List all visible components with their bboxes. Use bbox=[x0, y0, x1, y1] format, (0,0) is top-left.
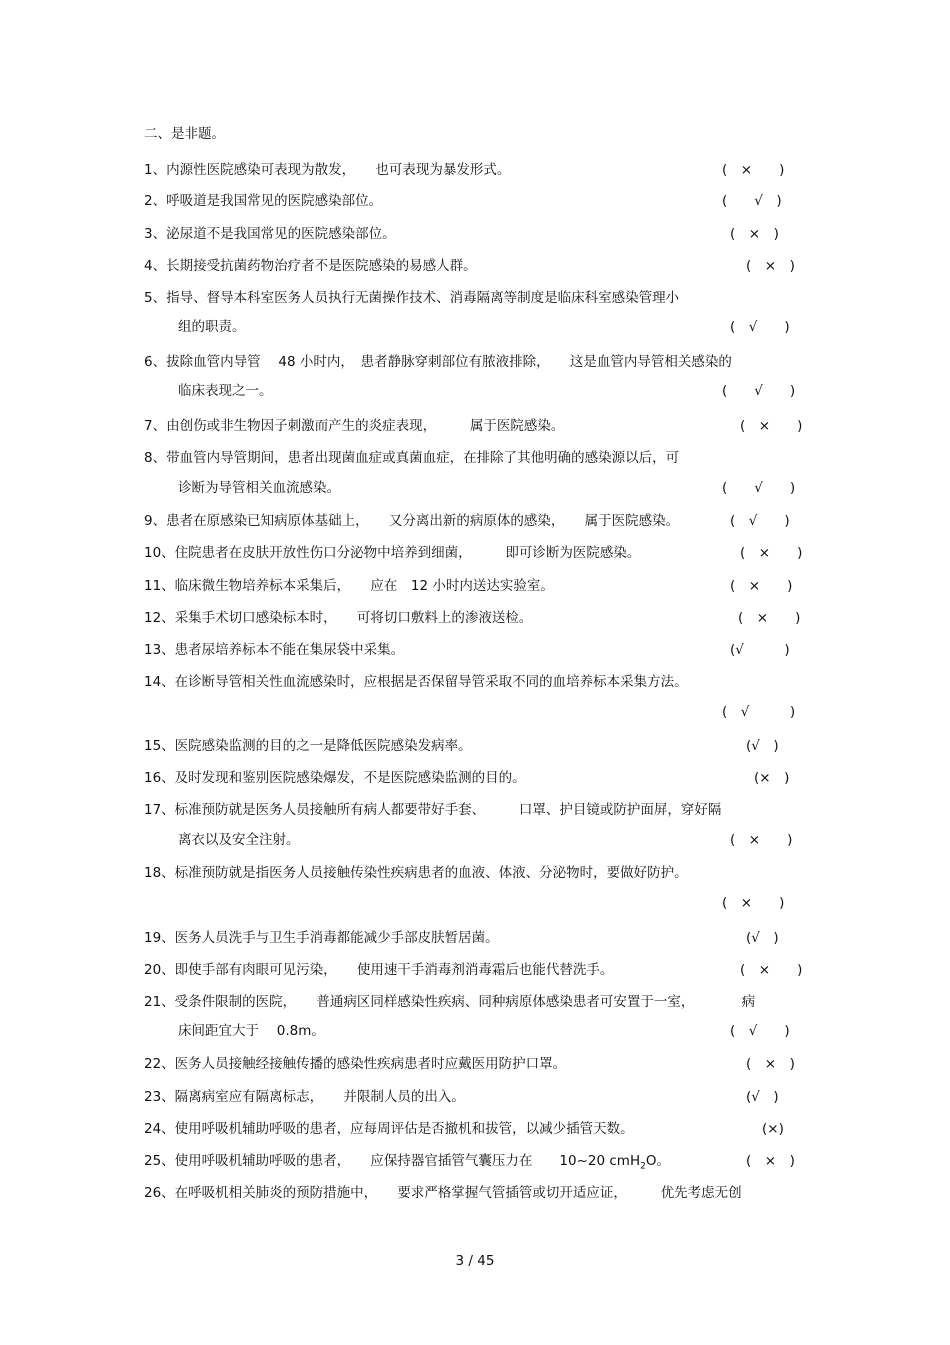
question-text: 24、使用呼吸机辅助呼吸的患者，应每周评估是否撤机和拔管，以减少插管天数。 bbox=[144, 1121, 634, 1137]
question-text: 19、医务人员洗手与卫生手消毒都能减少手部皮肤暂居菌。 bbox=[144, 930, 499, 946]
question-text: 10、住院患者在皮肤开放性伤口分泌物中培养到细菌， 即可诊断为医院感染。 bbox=[144, 545, 641, 561]
question-text: 16、及时发现和鉴别医院感染爆发，不是医院感染监测的目的。 bbox=[144, 770, 526, 786]
question-line bbox=[0, 317, 950, 337]
question-line bbox=[0, 224, 950, 244]
question-line bbox=[0, 800, 950, 820]
question-text: 临床表现之一。 bbox=[178, 383, 273, 399]
answer-mark: ( × ) bbox=[746, 1056, 795, 1072]
question-line bbox=[0, 1119, 950, 1139]
answer-mark: ( √ ) bbox=[730, 1023, 790, 1039]
question-line bbox=[0, 381, 950, 401]
answer-mark: ( √ ) bbox=[730, 319, 790, 335]
answer-mark: ( × ) bbox=[722, 895, 785, 911]
answer-mark: ( × ) bbox=[730, 226, 779, 242]
question-line bbox=[0, 928, 950, 948]
question-text: 23、隔离病室应有隔离标志， 并限制人员的出入。 bbox=[144, 1089, 465, 1105]
question-line bbox=[0, 191, 950, 211]
question-line bbox=[0, 576, 950, 596]
question-line bbox=[0, 256, 950, 276]
question-line bbox=[0, 511, 950, 531]
question-text: 12、采集手术切口感染标本时， 可将切口敷料上的渗液送检。 bbox=[144, 610, 533, 626]
answer-mark: ( × ) bbox=[746, 258, 795, 274]
question-line bbox=[0, 160, 950, 180]
answer-mark: ( × ) bbox=[740, 545, 803, 561]
question-text: 26、在呼吸机相关肺炎的预防措施中， 要求严格掌握气管插管或切开适应证， 优先考虑无创 bbox=[144, 1185, 742, 1201]
question-text: 17、标准预防就是医务人员接触所有病人都要带好手套、 口罩、护目镜或防护面屏，穿好隔 bbox=[144, 802, 722, 818]
answer-mark: ( × ) bbox=[746, 1153, 795, 1169]
question-line bbox=[0, 640, 950, 660]
answer-mark: (× ) bbox=[754, 770, 790, 786]
answer-mark: (×) bbox=[762, 1121, 784, 1137]
question-text: 20、即使手部有肉眼可见污染， 使用速干手消毒剂消毒霜后也能代替洗手。 bbox=[144, 962, 614, 978]
question-text: 床间距宜大于 0.8m。 bbox=[178, 1023, 325, 1039]
question-text: 离衣以及安全注射。 bbox=[178, 832, 300, 848]
question-text: 18、标准预防就是指医务人员接触传染性疾病患者的血液、体液、分泌物时，要做好防护。 bbox=[144, 865, 688, 881]
question-text: 22、医务人员接触经接触传播的感染性疾病患者时应戴医用防护口罩。 bbox=[144, 1056, 567, 1072]
answer-mark: ( × ) bbox=[730, 578, 793, 594]
question-text: 25、使用呼吸机辅助呼吸的患者， 应保持器官插管气囊压力在 10~20 cmH$_2$O。 bbox=[144, 1153, 670, 1172]
question-line bbox=[0, 960, 950, 980]
question-text: 2、呼吸道是我国常见的医院感染部位。 bbox=[144, 193, 383, 209]
question-line bbox=[0, 352, 950, 372]
question-line bbox=[0, 992, 950, 1012]
question-line bbox=[0, 543, 950, 563]
question-text: 1、内源性医院感染可表现为散发， 也可表现为暴发形式。 bbox=[144, 162, 511, 178]
question-text: 11、临床微生物培养标本采集后， 应在 12 小时内送达实验室。 bbox=[144, 578, 554, 594]
question-text: 5、指导、督导本科室医务人员执行无菌操作技术、消毒隔离等制度是临床科室感染管理小 bbox=[144, 290, 680, 306]
question-line bbox=[0, 672, 950, 692]
answer-mark: ( √ ) bbox=[722, 193, 782, 209]
question-line bbox=[0, 768, 950, 788]
question-text: 4、长期接受抗菌药物治疗者不是医院感染的易感人群。 bbox=[144, 258, 477, 274]
question-text: 14、在诊断导管相关性血流感染时，应根据是否保留导管采取不同的血培养标本采集方法。 bbox=[144, 674, 688, 690]
answer-mark: ( √ ) bbox=[722, 704, 796, 720]
answer-mark: ( × ) bbox=[738, 610, 801, 626]
question-line bbox=[0, 863, 950, 883]
question-line bbox=[0, 1151, 950, 1171]
question-line bbox=[0, 288, 950, 308]
answer-mark: (√ ) bbox=[730, 642, 790, 658]
question-text: 9、患者在原感染已知病原体基础上， 又分离出新的病原体的感染， 属于医院感染。 bbox=[144, 513, 680, 529]
answer-mark: ( × ) bbox=[730, 832, 793, 848]
answer-mark: ( × ) bbox=[740, 418, 803, 434]
question-text: 6、拔除血管内导管 48 小时内， 患者静脉穿刺部位有脓液排除， 这是血管内导管相关感染的 bbox=[144, 354, 732, 370]
question-line bbox=[0, 1087, 950, 1107]
question-line bbox=[0, 830, 950, 850]
question-text: 3、泌尿道不是我国常见的医院感染部位。 bbox=[144, 226, 396, 242]
question-line bbox=[0, 702, 950, 722]
answer-mark: (√ ) bbox=[746, 738, 779, 754]
question-text: 21、受条件限制的医院， 普通病区同样感染性疾病、同种病原体感染患者可安置于一室， 病 bbox=[144, 994, 756, 1010]
question-text: 组的职责。 bbox=[178, 319, 246, 335]
question-line bbox=[0, 608, 950, 628]
question-line bbox=[0, 1054, 950, 1074]
answer-mark: (√ ) bbox=[746, 930, 779, 946]
question-line bbox=[0, 448, 950, 468]
question-line bbox=[0, 1183, 950, 1203]
question-text: 15、医院感染监测的目的之一是降低医院感染发病率。 bbox=[144, 738, 472, 754]
answer-mark: ( √ ) bbox=[730, 513, 790, 529]
question-text: 13、患者尿培养标本不能在集尿袋中采集。 bbox=[144, 642, 405, 658]
answer-mark: ( √ ) bbox=[722, 383, 796, 399]
question-line bbox=[0, 893, 950, 913]
question-line bbox=[0, 416, 950, 436]
answer-mark: ( × ) bbox=[722, 162, 785, 178]
question-line bbox=[0, 736, 950, 756]
page-number: 3 / 45 bbox=[455, 1253, 495, 1269]
subscript: 2 bbox=[640, 1161, 646, 1172]
question-text: 8、带血管内导管期间，患者出现菌血症或真菌血症，在排除了其他明确的感染源以后，可 bbox=[144, 450, 680, 466]
answer-mark: ( √ ) bbox=[722, 480, 796, 496]
answer-mark: ( × ) bbox=[740, 962, 803, 978]
question-text: 诊断为导管相关血流感染。 bbox=[178, 480, 340, 496]
question-line bbox=[0, 478, 950, 498]
answer-mark: (√ ) bbox=[746, 1089, 779, 1105]
section-heading: 二、是非题。 bbox=[144, 126, 225, 142]
question-text: 7、由创伤或非生物因子刺激而产生的炎症表现， 属于医院感染。 bbox=[144, 418, 565, 434]
question-line bbox=[0, 1021, 950, 1041]
